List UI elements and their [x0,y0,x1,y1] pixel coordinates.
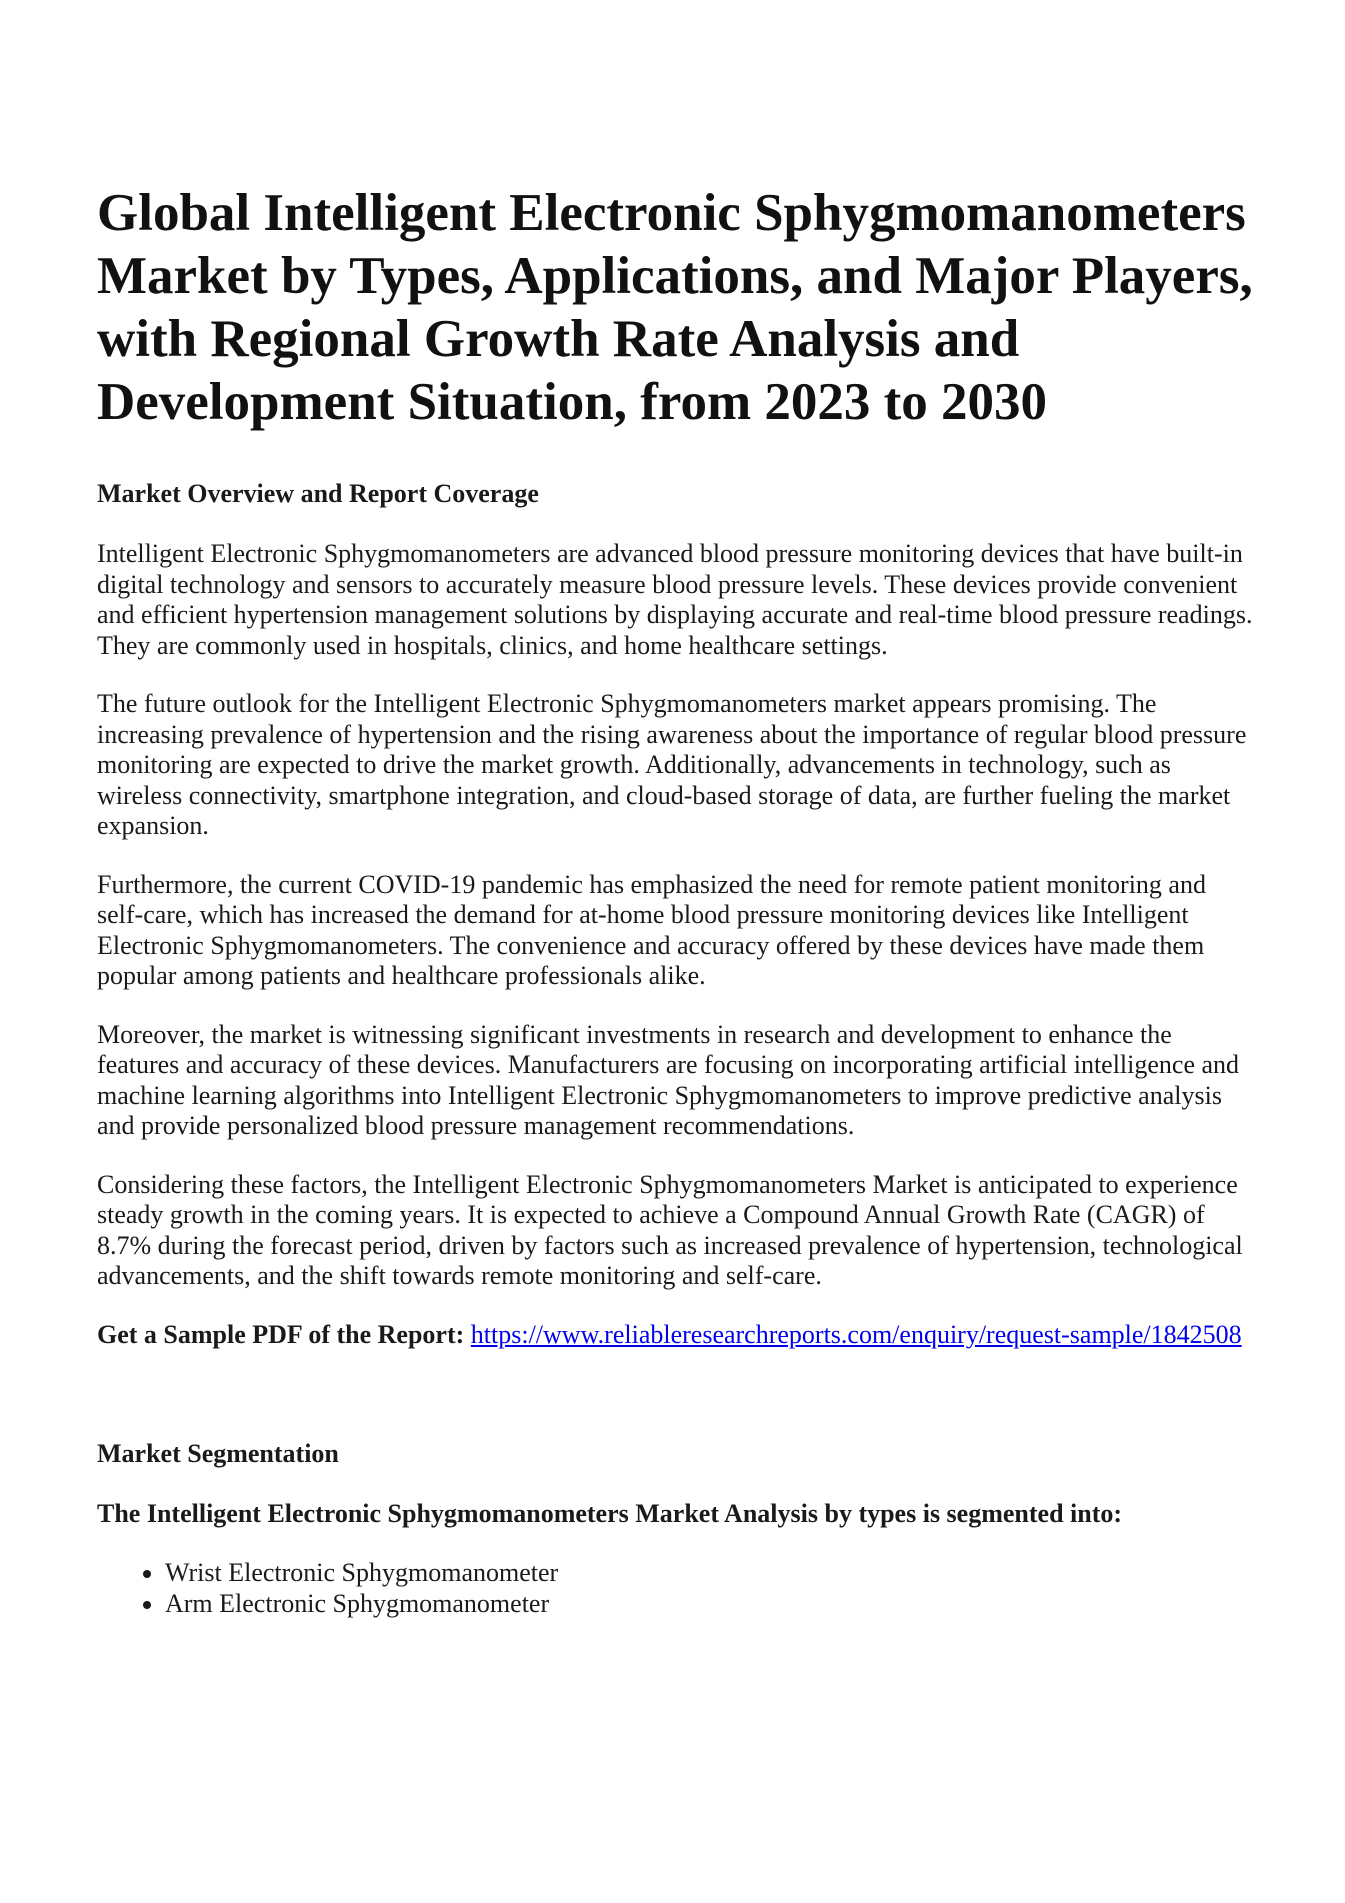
report-title: Global Intelligent Electronic Sphygmomanometers Market by Types, Applications, and Major Players, with Regional Growth Rate Analysis and Development Situation, from 2023 to 2030 [97,184,1253,431]
overview-heading: Market Overview and Report Coverage [97,479,539,508]
types-list [97,1558,1257,1619]
overview-paragraph-4: Moreover, the market is witnessing significant investments in research and development to enhance the features and accuracy of these devices. Manufacturers are focusing on incorporating artificial intelligence and machine learning algorithms into Intelligent Electronic Sphygmomanometers to improve predictive analysis and provide personalized blood pressure management recommendations. [97,1019,1240,1140]
list-item: • Wrist Electronic Sphygmomanometer [165,1558,1257,1589]
overview-paragraph-1: Intelligent Electronic Sphygmomanometers are advanced blood pressure monitoring devices that have built-in digital technology and sensors to accurately measure blood pressure levels. These devices provide convenient and efficient hypertension management solutions by displaying accurate and real-time blood pressure readings. They are commonly used in hospitals, clinics, and home healthcare settings. [97,539,1253,660]
document-page [97,182,1257,1619]
list-item: • Arm Electronic Sphygmomanometer [165,1589,1257,1620]
overview-paragraph-5: Considering these factors, the Intelligent Electronic Sphygmomanometers Market is anticipated to experience steady growth in the coming years. It is expected to achieve a Compound Annual Growth Rate (CAGR) of 8.7% during the forecast period, driven by factors such as increased prevalence of hypertension, technological advancements, and the shift towards remote monitoring and self-care. [97,1169,1243,1290]
overview-paragraph-2: The future outlook for the Intelligent Electronic Sphygmomanometers market appears promising. The increasing prevalence of hypertension and the rising awareness about the importance of regular blood pressure monitoring are expected to drive the market growth. Additionally, advancements in technology, such as wireless connectivity, smartphone integration, and cloud-based storage of data, are further fueling the market expansion. [97,689,1247,840]
overview-paragraph-3: Furthermore, the current COVID-19 pandemic has emphasized the need for remote patient monitoring and self-care, which has increased the demand for at-home blood pressure monitoring devices like Intelligent Electronic Sphygmomanometers. The convenience and accuracy offered by these devices have made them popular among patients and healthcare professionals alike. [97,869,1206,990]
segmentation-heading: Market Segmentation [97,1439,339,1468]
sample-pdf-line [97,1320,1257,1351]
types-heading: The Intelligent Electronic Sphygmomanometers Market Analysis by types is segmented into: [97,1499,1123,1528]
sample-pdf-link[interactable]: https://www.reliableresearchreports.com/enquiry/request-sample/1842508 [470,1319,1242,1349]
sample-pdf-label: Get a Sample PDF of the Report: [97,1319,465,1349]
